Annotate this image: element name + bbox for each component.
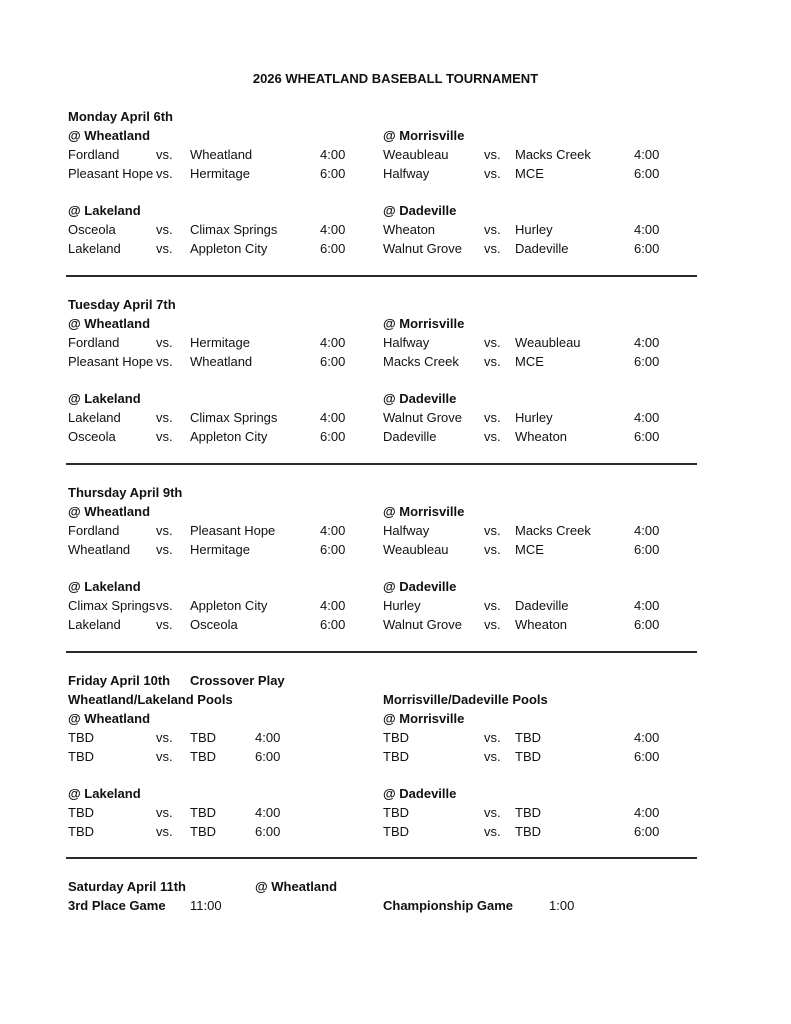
away-team: Wheatland	[190, 147, 253, 162]
away-team: TBD	[190, 730, 216, 745]
game-time: 4:00	[320, 147, 346, 162]
game-time: 4:00	[634, 598, 660, 613]
game-time: 4:00	[634, 805, 660, 820]
vs-label: vs.	[484, 730, 501, 745]
away-team: Hermitage	[190, 542, 250, 557]
home-team: Macks Creek	[383, 354, 459, 369]
away-team: Hurley	[515, 222, 553, 237]
day-heading: Friday April 10th	[68, 673, 171, 688]
vs-label: vs.	[156, 410, 173, 425]
game-time: 4:00	[255, 730, 281, 745]
page-title: 2026 WHEATLAND BASEBALL TOURNAMENT	[252, 71, 539, 86]
venue-heading: @ Wheatland	[68, 504, 151, 519]
vs-label: vs.	[484, 335, 501, 350]
away-team: Appleton City	[190, 429, 268, 444]
vs-label: vs.	[156, 805, 173, 820]
away-team: MCE	[515, 166, 544, 181]
home-team: TBD	[68, 824, 94, 839]
day-heading: Thursday April 9th	[68, 485, 183, 500]
home-team: Hurley	[383, 598, 421, 613]
championship-label: Championship Game	[383, 898, 514, 913]
venue-heading: @ Lakeland	[68, 203, 141, 218]
game-time: 4:00	[634, 523, 660, 538]
home-team: Lakeland	[68, 617, 121, 632]
away-team: Dadeville	[515, 241, 569, 256]
away-team: MCE	[515, 354, 544, 369]
venue-heading: @ Morrisville	[383, 316, 465, 331]
away-team: Hermitage	[190, 335, 250, 350]
vs-label: vs.	[156, 542, 173, 557]
third-place-label: 3rd Place Game	[68, 898, 166, 913]
game-time: 4:00	[255, 805, 281, 820]
home-team: Fordland	[68, 523, 120, 538]
venue-heading: @ Morrisville	[383, 128, 465, 143]
section-divider	[66, 651, 697, 653]
game-time: 6:00	[634, 166, 660, 181]
venue-heading: @ Lakeland	[68, 579, 141, 594]
vs-label: vs.	[484, 354, 501, 369]
home-team: TBD	[383, 805, 409, 820]
away-team: Macks Creek	[515, 147, 591, 162]
away-team: TBD	[190, 805, 216, 820]
vs-label: vs.	[484, 241, 501, 256]
home-team: Pleasant Hope	[68, 354, 154, 369]
home-team: Halfway	[383, 335, 430, 350]
game-time: 4:00	[634, 147, 660, 162]
game-time: 6:00	[634, 241, 660, 256]
vs-label: vs.	[484, 617, 501, 632]
game-time: 6:00	[634, 429, 660, 444]
home-team: Weaubleau	[383, 147, 449, 162]
venue-heading: @ Dadeville	[383, 579, 457, 594]
away-team: MCE	[515, 542, 544, 557]
away-team: TBD	[190, 824, 216, 839]
vs-label: vs.	[484, 824, 501, 839]
game-time: 6:00	[320, 542, 346, 557]
away-team: Climax Springs	[190, 410, 278, 425]
venue-heading: @ Wheatland	[68, 128, 151, 143]
game-time: 6:00	[634, 617, 660, 632]
home-team: TBD	[68, 749, 94, 764]
vs-label: vs.	[156, 241, 173, 256]
vs-label: vs.	[156, 523, 173, 538]
away-team: Dadeville	[515, 598, 569, 613]
vs-label: vs.	[156, 617, 173, 632]
away-team: TBD	[515, 824, 541, 839]
vs-label: vs.	[156, 147, 173, 162]
day-heading: Tuesday April 7th	[68, 297, 176, 312]
game-time: 6:00	[255, 824, 281, 839]
away-team: TBD	[515, 805, 541, 820]
game-time: 4:00	[320, 410, 346, 425]
game-time: 4:00	[320, 598, 346, 613]
game-time: 6:00	[320, 354, 346, 369]
game-time: 6:00	[634, 542, 660, 557]
game-time: 6:00	[320, 241, 346, 256]
crossover-label: Crossover Play	[190, 673, 285, 688]
home-team: Lakeland	[68, 410, 121, 425]
away-team: TBD	[190, 749, 216, 764]
home-team: Weaubleau	[383, 542, 449, 557]
home-team: TBD	[383, 749, 409, 764]
away-team: Macks Creek	[515, 523, 591, 538]
home-team: Halfway	[383, 166, 430, 181]
game-time: 4:00	[320, 222, 346, 237]
pool-heading-right: Morrisville/Dadeville Pools	[383, 692, 548, 707]
section-divider	[66, 463, 697, 465]
away-team: Wheaton	[515, 429, 568, 444]
vs-label: vs.	[156, 166, 173, 181]
home-team: TBD	[68, 730, 94, 745]
vs-label: vs.	[484, 410, 501, 425]
venue-heading: @ Wheatland	[255, 879, 338, 894]
home-team: Walnut Grove	[383, 410, 462, 425]
away-team: Appleton City	[190, 241, 268, 256]
game-time: 6:00	[634, 749, 660, 764]
vs-label: vs.	[156, 222, 173, 237]
venue-heading: @ Dadeville	[383, 786, 457, 801]
game-time: 6:00	[634, 824, 660, 839]
away-team: Climax Springs	[190, 222, 278, 237]
away-team: TBD	[515, 749, 541, 764]
vs-label: vs.	[484, 523, 501, 538]
championship-time: 1:00	[549, 898, 575, 913]
vs-label: vs.	[484, 598, 501, 613]
section-divider	[66, 275, 697, 277]
game-time: 6:00	[320, 429, 346, 444]
away-team: Weaubleau	[515, 335, 581, 350]
vs-label: vs.	[156, 335, 173, 350]
home-team: Dadeville	[383, 429, 437, 444]
game-time: 4:00	[320, 523, 346, 538]
game-time: 4:00	[634, 222, 660, 237]
home-team: Wheatland	[68, 542, 131, 557]
third-place-time: 11:00	[190, 898, 222, 913]
venue-heading: @ Morrisville	[383, 711, 465, 726]
home-team: TBD	[383, 824, 409, 839]
venue-heading: @ Wheatland	[68, 711, 151, 726]
home-team: Lakeland	[68, 241, 121, 256]
away-team: Appleton City	[190, 598, 268, 613]
home-team: Halfway	[383, 523, 430, 538]
away-team: Wheaton	[515, 617, 568, 632]
game-time: 4:00	[634, 730, 660, 745]
game-time: 4:00	[634, 410, 660, 425]
game-time: 4:00	[634, 335, 660, 350]
game-time: 6:00	[320, 617, 346, 632]
pool-heading-left: Wheatland/Lakeland Pools	[68, 692, 233, 707]
home-team: TBD	[68, 805, 94, 820]
vs-label: vs.	[484, 429, 501, 444]
away-team: Osceola	[190, 617, 238, 632]
home-team: Walnut Grove	[383, 617, 462, 632]
section-divider	[66, 857, 697, 859]
vs-label: vs.	[156, 354, 173, 369]
vs-label: vs.	[156, 598, 173, 613]
venue-heading: @ Dadeville	[383, 391, 457, 406]
vs-label: vs.	[484, 749, 501, 764]
home-team: Fordland	[68, 335, 120, 350]
vs-label: vs.	[156, 730, 173, 745]
away-team: Hermitage	[190, 166, 250, 181]
away-team: Pleasant Hope	[190, 523, 276, 538]
away-team: Wheatland	[190, 354, 253, 369]
venue-heading: @ Dadeville	[383, 203, 457, 218]
vs-label: vs.	[484, 542, 501, 557]
game-time: 4:00	[320, 335, 346, 350]
venue-heading: @ Morrisville	[383, 504, 465, 519]
vs-label: vs.	[156, 429, 173, 444]
venue-heading: @ Lakeland	[68, 391, 141, 406]
game-time: 6:00	[320, 166, 346, 181]
game-time: 6:00	[634, 354, 660, 369]
day-heading: Monday April 6th	[68, 109, 173, 124]
vs-label: vs.	[156, 749, 173, 764]
home-team: Wheaton	[383, 222, 436, 237]
game-time: 6:00	[255, 749, 281, 764]
day-heading: Saturday April 11th	[68, 879, 186, 894]
vs-label: vs.	[484, 166, 501, 181]
home-team: Pleasant Hope	[68, 166, 154, 181]
home-team: Climax Springs	[68, 598, 156, 613]
vs-label: vs.	[484, 805, 501, 820]
home-team: TBD	[383, 730, 409, 745]
home-team: Walnut Grove	[383, 241, 462, 256]
vs-label: vs.	[484, 147, 501, 162]
away-team: Hurley	[515, 410, 553, 425]
vs-label: vs.	[156, 824, 173, 839]
away-team: TBD	[515, 730, 541, 745]
vs-label: vs.	[484, 222, 501, 237]
venue-heading: @ Lakeland	[68, 786, 141, 801]
home-team: Fordland	[68, 147, 120, 162]
venue-heading: @ Wheatland	[68, 316, 151, 331]
home-team: Osceola	[68, 222, 116, 237]
home-team: Osceola	[68, 429, 116, 444]
